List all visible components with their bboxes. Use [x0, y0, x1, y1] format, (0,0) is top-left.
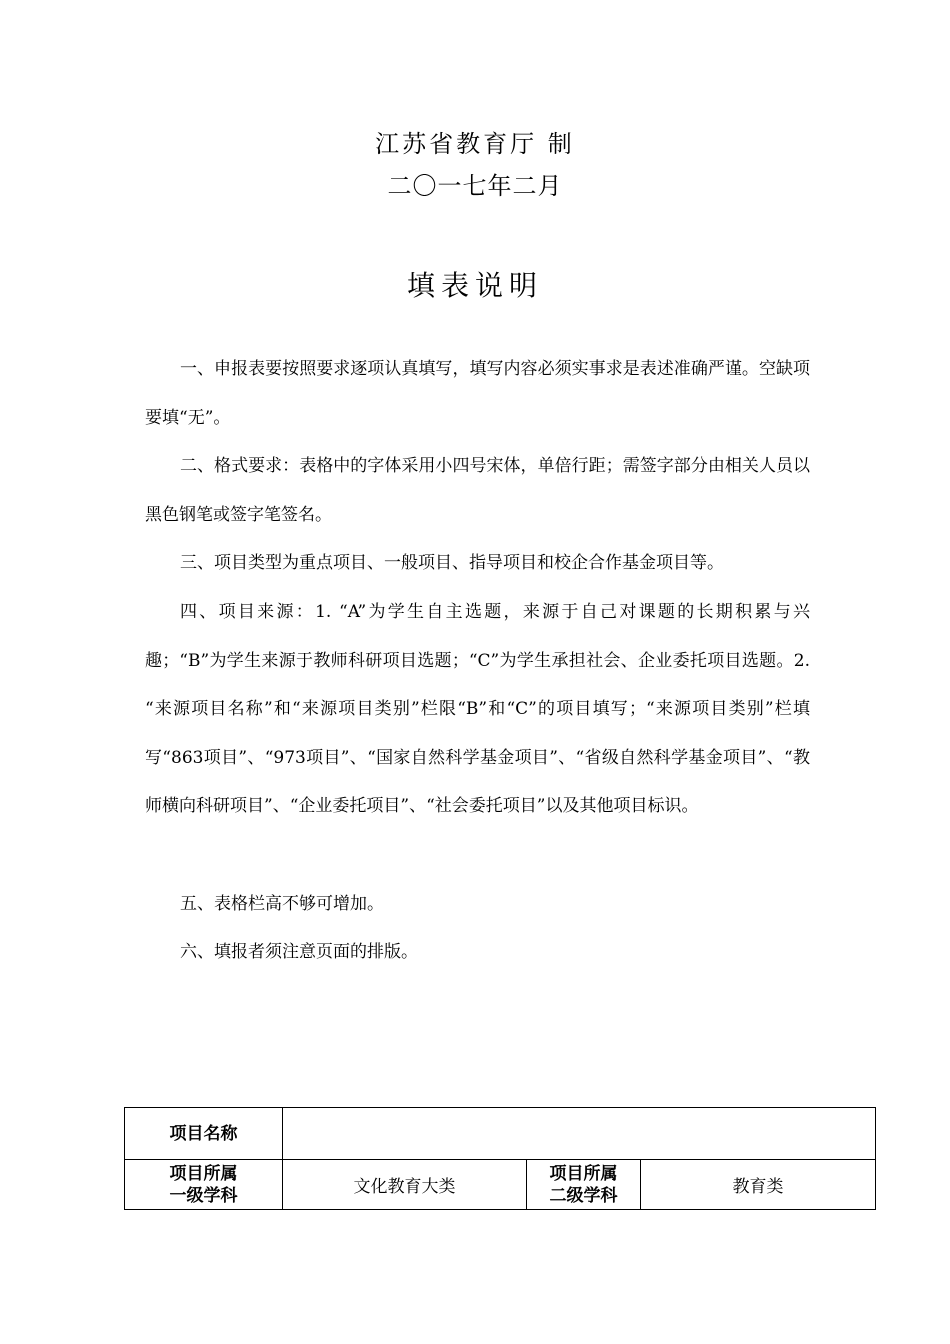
- issuer-line: 江苏省教育厅 制: [375, 130, 575, 158]
- project-name-row: [125, 1108, 876, 1160]
- secondary-discipline-label-line2: 二级学科: [549, 1185, 618, 1206]
- instruction-item-6: 六、填报者须注意页面的排版。: [180, 942, 418, 962]
- primary-discipline-label: [125, 1160, 283, 1210]
- secondary-discipline-label: [527, 1160, 641, 1210]
- secondary-discipline-value[interactable]: 教育类: [641, 1160, 876, 1210]
- instructions-title: 填表说明: [406, 269, 543, 302]
- instruction-item-5: 五、表格栏高不够可增加。: [180, 894, 384, 914]
- instruction-item-3: 三、项目类型为重点项目、一般项目、指导项目和校企合作基金项目等。: [180, 553, 724, 573]
- primary-discipline-value[interactable]: 文化教育大类: [283, 1160, 527, 1210]
- instruction-item-1: 一、申报表要按照要求逐项认真填写，填写内容必须实事求是表述准确严谨。空缺项要填“无”。: [145, 359, 810, 428]
- project-info-table: [124, 1107, 876, 1210]
- project-name-field[interactable]: [283, 1108, 876, 1160]
- project-name-label: 项目名称: [125, 1108, 283, 1160]
- secondary-discipline-label-line1: 项目所属: [549, 1163, 618, 1184]
- primary-discipline-label-line2: 一级学科: [169, 1185, 238, 1206]
- discipline-row: [125, 1160, 876, 1210]
- instruction-item-2: 二、格式要求：表格中的字体采用小四号宋体，单倍行距；需签字部分由相关人员以黑色钢笔或签字笔签名。: [145, 456, 810, 525]
- instruction-item-4: 四、项目来源：1. “A”为学生自主选题，来源于自己对课题的长期积累与兴趣；“B”为学生来源于教师科研项目选题；“C”为学生承担社会、企业委托项目选题。2. “来源项目名称”和“来源项目类别”栏限“B”和“C”的项目填写；“来源项目类别”栏填写“863项目”、“973项目”、“国家自然科学基金项目”、“省级自然科学基金项目”、“教师横向科研项目”、“企业委托项目”、“社会委托项目”以及其他项目标识。: [145, 602, 810, 816]
- issue-date: 二〇一七年二月: [387, 172, 563, 200]
- primary-discipline-label-line1: 项目所属: [169, 1163, 238, 1184]
